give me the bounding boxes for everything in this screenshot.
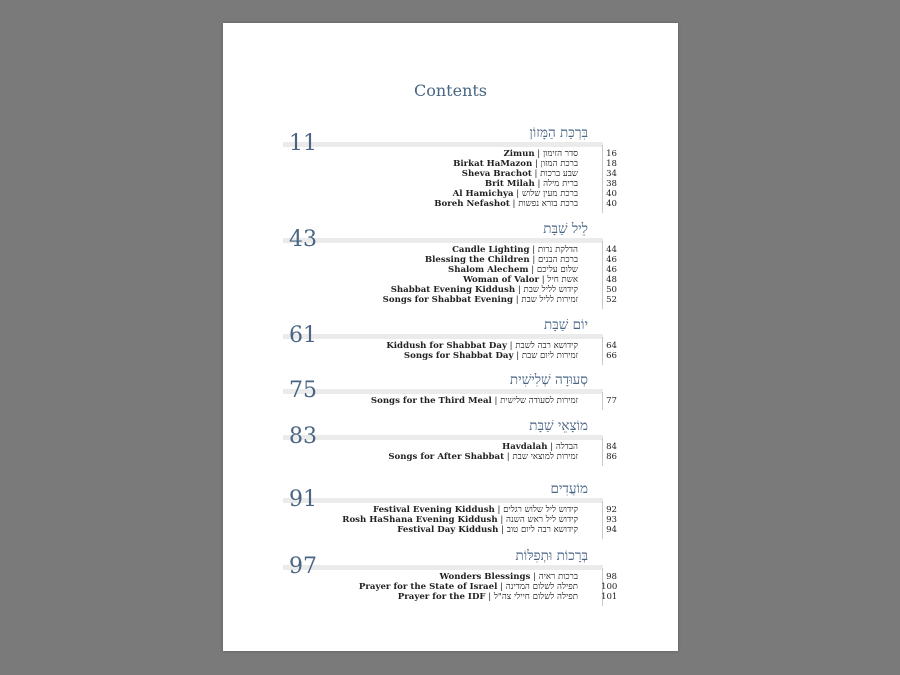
toc-entry[interactable] <box>283 341 618 351</box>
entry-english: Shabbat Evening Kiddush <box>390 285 516 295</box>
entry-page-number: 44 <box>606 245 617 255</box>
entry-label <box>434 199 578 209</box>
contents-title: Contents <box>413 81 488 100</box>
entry-label <box>342 515 578 525</box>
toc-entry[interactable] <box>283 505 618 515</box>
section-hebrew-title[interactable]: לֵיל שַׁבָּת <box>543 221 588 237</box>
entry-hebrew: ברכת הבנים <box>537 255 578 265</box>
toc-entry[interactable] <box>283 396 618 406</box>
entry-hebrew: קידוש לליל שבת <box>523 285 578 295</box>
entry-label <box>359 582 578 592</box>
section-entries <box>283 442 618 462</box>
entry-english: Songs for After Shabbat <box>388 452 505 462</box>
entry-label <box>462 169 578 179</box>
section-entries <box>283 341 618 361</box>
entry-separator: | <box>513 351 522 361</box>
entry-english: Festival Evening Kiddush <box>372 505 495 515</box>
section-page-number[interactable]: 91 <box>289 487 317 512</box>
entry-english: Shalom Alechem <box>447 265 529 275</box>
entry-page-number: 77 <box>606 396 617 406</box>
entry-label <box>404 351 578 361</box>
toc-entry[interactable] <box>283 515 618 525</box>
section-rule <box>283 142 603 147</box>
section-page-number[interactable]: 97 <box>289 554 317 579</box>
entry-separator: | <box>534 179 544 189</box>
entry-page-number: 94 <box>606 525 617 535</box>
entry-label <box>425 255 578 265</box>
section-entries <box>283 572 618 602</box>
entry-separator: | <box>515 285 524 295</box>
entry-english: Havdalah <box>502 442 548 452</box>
toc-entry[interactable] <box>283 452 618 462</box>
entry-separator: | <box>530 572 539 582</box>
entry-hebrew: שבע ברכות <box>540 169 578 179</box>
entry-english: Candle Lighting <box>452 245 530 255</box>
toc-entry[interactable] <box>283 189 618 199</box>
toc-entry[interactable] <box>283 275 618 285</box>
entry-label <box>502 442 578 452</box>
entry-separator: | <box>513 189 522 199</box>
entry-separator: | <box>512 295 522 305</box>
entry-english: Songs for Shabbat Evening <box>382 295 513 305</box>
entry-english: Boreh Nefashot <box>434 199 510 209</box>
entry-separator: | <box>532 159 541 169</box>
entry-english: Woman of Valor <box>463 275 540 285</box>
entry-hebrew: הדלקת נרות <box>537 245 578 255</box>
toc-entry[interactable] <box>283 285 618 295</box>
section-entries <box>283 149 618 209</box>
entry-hebrew: זמירות ליום שבת <box>521 351 578 361</box>
section-hebrew-title[interactable]: יוֹם שַׁבָּת <box>543 317 588 333</box>
section-page-number[interactable]: 61 <box>289 323 317 348</box>
entry-label <box>383 295 578 305</box>
entry-hebrew: זמירות לליל שבת <box>521 295 578 305</box>
entry-label <box>386 341 578 351</box>
entry-hebrew: קידושא רבה ליום טוב <box>506 525 578 535</box>
section-hebrew-title[interactable]: בִּרְכַּת הַמָּזוֹן <box>529 125 588 141</box>
toc-entry[interactable] <box>283 179 618 189</box>
entry-hebrew: זמירות לסעודה שלישית <box>500 396 578 406</box>
toc-entry[interactable] <box>283 582 618 592</box>
entry-hebrew: הבדלה <box>555 442 578 452</box>
toc-entry[interactable] <box>283 199 618 209</box>
entry-english: Prayer for the IDF <box>397 592 486 602</box>
entry-label <box>388 452 578 462</box>
entry-english: Wonders Blessings <box>439 572 531 582</box>
entry-page-number: 18 <box>606 159 617 169</box>
section-entries <box>283 245 618 305</box>
entry-separator: | <box>497 582 506 592</box>
entry-page-number: 84 <box>606 442 617 452</box>
entry-english: Festival Day Kiddush <box>397 525 499 535</box>
section-hebrew-title[interactable]: בְּרָכוֹת וּתְפִלּוֹת <box>515 548 588 564</box>
entry-english: Brit Milah <box>484 179 535 189</box>
entry-hebrew: קידושא רבה לשבת <box>515 341 578 351</box>
entry-separator: | <box>509 199 519 209</box>
section-entries <box>283 505 618 535</box>
entry-page-number: 66 <box>606 351 617 361</box>
entry-hebrew: ברכת בורא נפשות <box>518 199 578 209</box>
section-page-number[interactable]: 11 <box>289 131 317 156</box>
section-hebrew-title[interactable]: סְעוּדָה שְׁלִישִׁית <box>509 372 588 388</box>
entry-separator: | <box>529 245 538 255</box>
entry-hebrew: סדר הזימון <box>542 149 578 159</box>
section-hebrew-title[interactable]: מוֹצָאֵי שַׁבָּת <box>529 418 588 434</box>
entry-separator: | <box>506 341 516 351</box>
entry-hebrew: קידוש ליל ראש השנה <box>506 515 578 525</box>
toc-entry[interactable] <box>283 159 618 169</box>
entry-page-number: 92 <box>606 505 617 515</box>
entry-page-number: 100 <box>601 582 618 592</box>
entry-label <box>371 396 578 406</box>
entry-label <box>503 149 578 159</box>
toc-entry[interactable] <box>283 442 618 452</box>
entry-page-number: 46 <box>606 255 617 265</box>
entry-label <box>453 159 578 169</box>
entry-label <box>398 592 578 602</box>
toc-entry[interactable] <box>283 592 618 602</box>
entry-page-number: 86 <box>606 452 617 462</box>
entry-label <box>452 245 578 255</box>
entry-english: Prayer for the State of Israel <box>358 582 498 592</box>
entry-hebrew: ברכות ראיה <box>538 572 578 582</box>
entry-label <box>391 285 578 295</box>
entry-hebrew: תפילה לשלום המדינה <box>505 582 578 592</box>
entry-separator: | <box>528 265 537 275</box>
entry-label <box>397 525 578 535</box>
entry-separator: | <box>504 452 513 462</box>
entry-hebrew: אשת חיל <box>547 275 578 285</box>
section-page-number[interactable]: 83 <box>289 424 317 449</box>
section-rule <box>283 565 603 570</box>
section-page-number[interactable]: 43 <box>289 227 317 252</box>
entry-separator: | <box>485 592 494 602</box>
toc-entry[interactable] <box>283 265 618 275</box>
entry-label <box>463 275 578 285</box>
entry-hebrew: ברכת המזון <box>540 159 578 169</box>
entry-english: Songs for the Third Meal <box>370 396 492 406</box>
toc-entry[interactable] <box>283 245 618 255</box>
toc-entry[interactable] <box>283 295 618 305</box>
entry-page-number: 46 <box>606 265 617 275</box>
section-page-number[interactable]: 75 <box>289 378 317 403</box>
entry-separator: | <box>497 515 506 525</box>
section-rule <box>283 389 603 394</box>
entry-label <box>485 179 578 189</box>
entry-separator: | <box>531 169 541 179</box>
entry-hebrew: זמירות למוצאי שבת <box>512 452 578 462</box>
entry-label <box>440 572 578 582</box>
entry-label <box>373 505 578 515</box>
entry-english: Kiddush for Shabbat Day <box>386 341 507 351</box>
entry-label <box>453 189 578 199</box>
section-entries <box>283 396 618 406</box>
entry-page-number: 34 <box>606 169 617 179</box>
toc-entry[interactable] <box>283 572 618 582</box>
entry-label <box>448 265 578 275</box>
entry-page-number: 48 <box>606 275 617 285</box>
entry-separator: | <box>529 255 538 265</box>
entry-separator: | <box>539 275 548 285</box>
entry-hebrew: קידוש ליל שלוש רגלים <box>503 505 578 515</box>
entry-page-number: 50 <box>606 285 617 295</box>
section-rule <box>283 334 603 339</box>
entry-page-number: 40 <box>606 199 617 209</box>
entry-hebrew: ברכת מעין שלוש <box>521 189 578 199</box>
entry-hebrew: שלום עליכם <box>536 265 578 275</box>
toc-entry[interactable] <box>283 169 618 179</box>
section-rule <box>283 498 603 503</box>
entry-separator: | <box>494 505 504 515</box>
entry-hebrew: ברית מילה <box>543 179 578 189</box>
toc-entry[interactable] <box>283 351 618 361</box>
document-page <box>223 23 678 651</box>
entry-english: Birkat HaMazon <box>453 159 533 169</box>
entry-separator: | <box>547 442 556 452</box>
entry-page-number: 98 <box>606 572 617 582</box>
entry-page-number: 38 <box>606 179 617 189</box>
entry-page-number: 16 <box>606 149 617 159</box>
entry-english: Zimun <box>503 149 535 159</box>
entry-page-number: 93 <box>606 515 617 525</box>
entry-page-number: 40 <box>606 189 617 199</box>
entry-english: Blessing the Children <box>424 255 530 265</box>
entry-separator: | <box>491 396 501 406</box>
entry-english: Songs for Shabbat Day <box>403 351 514 361</box>
section-hebrew-title[interactable]: מוֹעֲדִים <box>550 481 588 497</box>
toc-entry[interactable] <box>283 149 618 159</box>
entry-english: Rosh HaShana Evening Kiddush <box>342 515 498 525</box>
entry-english: Al Hamichya <box>452 189 514 199</box>
entry-page-number: 52 <box>606 295 617 305</box>
entry-english: Sheva Brachot <box>461 169 532 179</box>
entry-separator: | <box>498 525 507 535</box>
section-rule <box>283 435 603 440</box>
toc-entry[interactable] <box>283 255 618 265</box>
entry-page-number: 64 <box>606 341 617 351</box>
entry-hebrew: תפילה לשלום חיילי צה"ל <box>493 592 578 602</box>
toc-entry[interactable] <box>283 525 618 535</box>
section-rule <box>283 238 603 243</box>
entry-page-number: 101 <box>601 592 618 602</box>
entry-separator: | <box>534 149 543 159</box>
